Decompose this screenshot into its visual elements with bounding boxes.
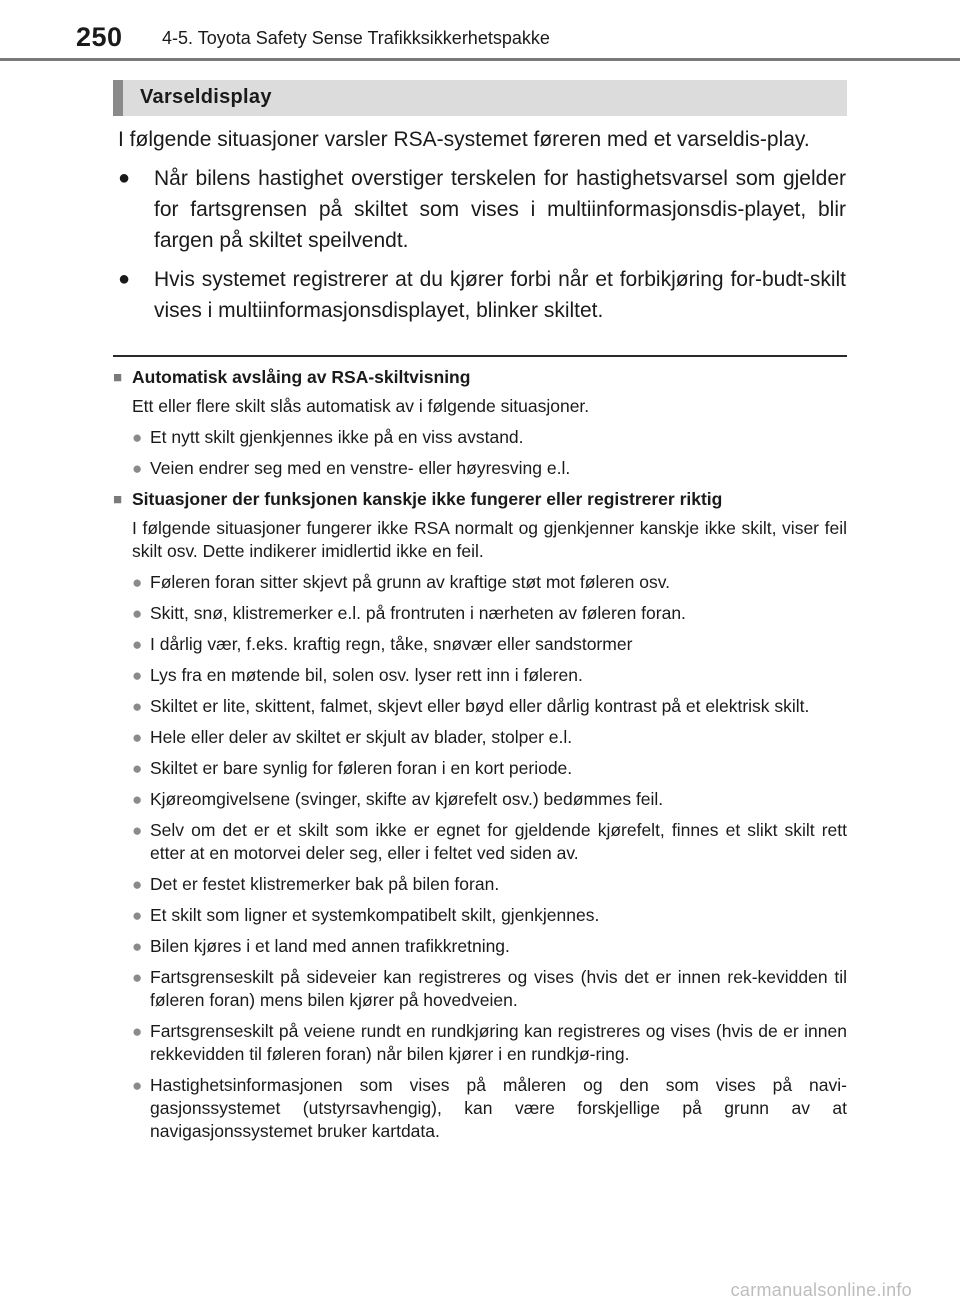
list-item	[132, 819, 847, 865]
note-body: I følgende situasjoner fungerer ikke RSA normalt og gjenkjenner kanskje ikke skilt, viser feil skilt osv. Dette indikerer imidlertid ikke en feil.	[132, 518, 847, 561]
note-heading-text: Situasjoner der funksjonen kanskje ikke fungerer eller registrerer riktig	[132, 489, 723, 509]
list-item	[132, 1020, 847, 1066]
section-title-bar	[113, 80, 847, 116]
list-item	[132, 966, 847, 1012]
section-title: Varseldisplay	[140, 86, 272, 108]
circle-bullet-icon: ●	[132, 937, 143, 956]
square-bullet-icon: ■	[113, 369, 123, 386]
circle-bullet-icon: ●	[132, 1022, 143, 1041]
note-body: Ett eller flere skilt slås automatisk av i følgende situasjoner.	[132, 396, 590, 416]
circle-bullet-icon: ●	[132, 821, 143, 840]
circle-bullet-icon: ●	[132, 968, 143, 987]
header-rule	[0, 58, 960, 61]
circle-bullet-icon: ●	[132, 697, 143, 716]
list-item	[132, 633, 847, 656]
circle-bullet-icon: ●	[132, 459, 143, 478]
list-item-text: Kjøreomgivelsene (svinger, skifte av kjørefelt osv.) bedømmes feil.	[150, 789, 664, 809]
note-heading	[113, 488, 847, 511]
list-item-text: Det er festet klistremerker bak på bilen foran.	[150, 874, 500, 894]
notes	[113, 366, 847, 1143]
circle-bullet-icon: ●	[132, 1076, 143, 1095]
list-item	[132, 695, 847, 718]
list-item	[132, 757, 847, 780]
list-item	[132, 873, 847, 896]
list-item	[132, 904, 847, 927]
chapter-title: 4-5. Toyota Safety Sense Trafikksikkerhetspakke	[162, 28, 550, 48]
list-item	[132, 1074, 847, 1143]
circle-bullet-icon: ●	[132, 428, 143, 447]
bullet-dot-icon: ●	[118, 268, 131, 290]
circle-bullet-icon: ●	[132, 906, 143, 925]
intro-text: I følgende situasjoner varsler RSA-systemet føreren med et varseldis-play.	[118, 128, 810, 151]
list-item-text: Et skilt som ligner et systemkompatibelt skilt, gjenkjennes.	[150, 905, 600, 925]
circle-bullet-icon: ●	[132, 573, 143, 592]
list-item-text: Hastighetsinformasjonen som vises på måleren og den som vises på navi-gasjonssystemet (utstyrsavhengig), kan være forskjellige på grunn av at navigasjonssystemet bruker kartdata.	[150, 1075, 847, 1141]
list-item-text: Et nytt skilt gjenkjennes ikke på en viss avstand.	[150, 427, 524, 447]
list-item-text: Lys fra en møtende bil, solen osv. lyser rett inn i føleren.	[150, 665, 583, 685]
list-item-text: Skiltet er bare synlig for føleren foran i en kort periode.	[150, 758, 573, 778]
list-item-text: Selv om det er et skilt som ikke er egnet for gjeldende kjørefelt, finnes et slikt skilt rett etter at en motorvei deler seg, eller i feltet ved siden av.	[150, 820, 847, 863]
circle-bullet-icon: ●	[132, 604, 143, 623]
square-bullet-icon: ■	[113, 491, 123, 508]
section-divider	[113, 355, 847, 357]
circle-bullet-icon: ●	[132, 728, 143, 747]
list-item-text: Veien endrer seg med en venstre- eller høyresving e.l.	[150, 458, 571, 478]
bullet-dot-icon: ●	[118, 167, 131, 189]
list-item-text: Fartsgrenseskilt på sideveier kan registreres og vises (hvis det er innen rek-kevidden til føleren foran) mens bilen kjører på hovedveien.	[150, 967, 847, 1010]
note-heading-text: Automatisk avslåing av RSA-skiltvisning	[132, 367, 471, 387]
list-item-text: Hele eller deler av skiltet er skjult av blader, stolper e.l.	[150, 727, 573, 747]
list-item	[132, 602, 847, 625]
list-item	[132, 788, 847, 811]
intro-bullet	[118, 163, 846, 256]
intro-bullet-text: Når bilens hastighet overstiger terskelen for hastighetsvarsel som gjelder for fartsgrensen på skiltet som vises i multiinformasjonsdis-playet, blir fargen på skiltet speilvendt.	[154, 167, 846, 252]
watermark: carmanualsonline.info	[730, 1280, 912, 1300]
page-number: 250	[76, 22, 123, 52]
list-item-text: Føleren foran sitter skjevt på grunn av kraftige støt mot føleren osv.	[150, 572, 671, 592]
list-item-text: Bilen kjøres i et land med annen trafikkretning.	[150, 936, 510, 956]
list-item-text: Fartsgrenseskilt på veiene rundt en rundkjøring kan registreres og vises (hvis de er innen rekkevidden til føleren foran) når bilen kjører i en rundkjø-ring.	[150, 1021, 847, 1064]
list-item	[132, 726, 847, 749]
list-item-text: Skitt, snø, klistremerker e.l. på frontruten i nærheten av føleren foran.	[150, 603, 686, 623]
list-item-text: I dårlig vær, f.eks. kraftig regn, tåke, snøvær eller sandstormer	[150, 634, 633, 654]
circle-bullet-icon: ●	[132, 759, 143, 778]
list-item	[132, 571, 847, 594]
circle-bullet-icon: ●	[132, 875, 143, 894]
circle-bullet-icon: ●	[132, 666, 143, 685]
list-item	[132, 426, 847, 449]
circle-bullet-icon: ●	[132, 790, 143, 809]
list-item	[132, 935, 847, 958]
intro-bullet-text: Hvis systemet registrerer at du kjører forbi når et forbikjøring for-budt-skilt vises i multiinformasjonsdisplayet, blinker skiltet.	[154, 268, 846, 322]
list-item	[132, 457, 847, 480]
circle-bullet-icon: ●	[132, 635, 143, 654]
section-intro	[118, 124, 846, 326]
list-item-text: Skiltet er lite, skittent, falmet, skjevt eller bøyd eller dårlig kontrast på et elektrisk skilt.	[150, 696, 810, 716]
intro-bullet	[118, 264, 846, 326]
section-bar-accent	[113, 80, 123, 116]
note-heading	[113, 366, 847, 389]
list-item	[132, 664, 847, 687]
page-header	[0, 0, 960, 62]
